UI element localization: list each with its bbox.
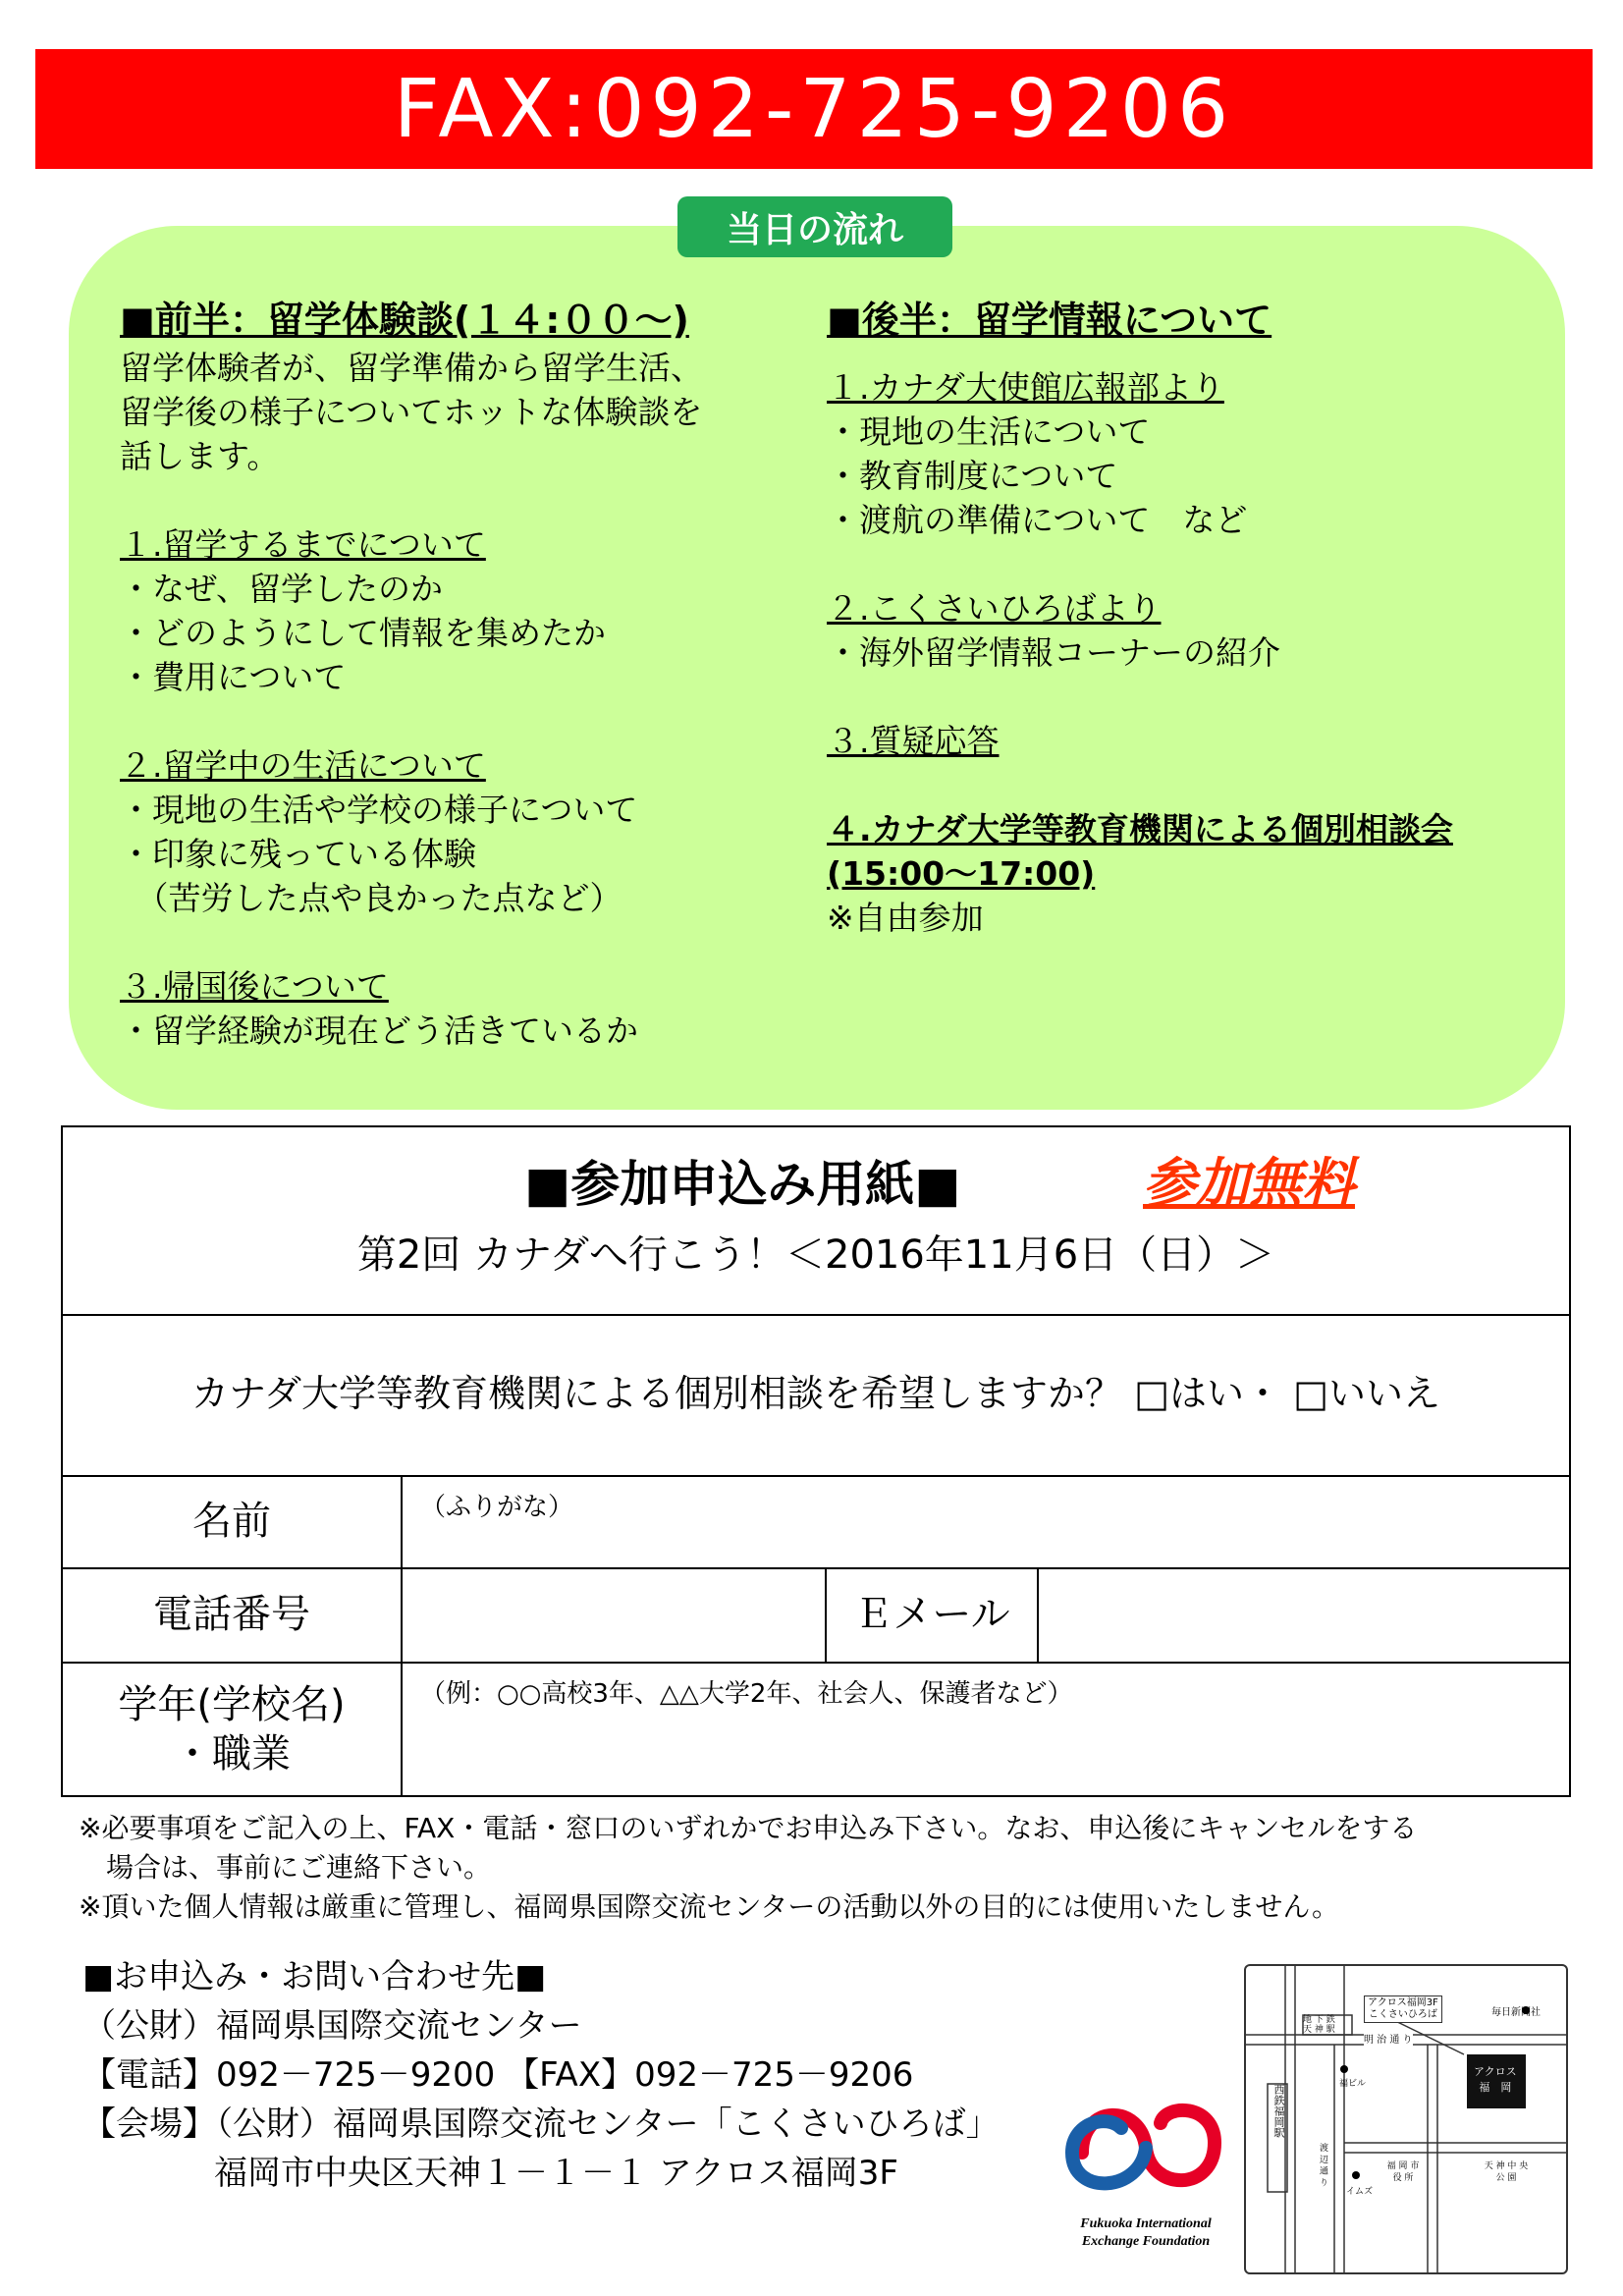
logo-text: Exchange Foundation	[1081, 2234, 1211, 2249]
intro-line: 留学後の様子についてホットな体験談を	[120, 393, 703, 431]
section-title: ４.カナダ大学等教育機関による個別相談会	[827, 810, 1453, 848]
map-label: 天 神 中 央 公 園	[1484, 2161, 1529, 2183]
contact-phone-fax: 【電話】092－725－9200 【FAX】092－725－9206	[82, 2055, 914, 2095]
map-label: 渡 辺 通 り	[1318, 2143, 1327, 2187]
map-label: イムズ	[1346, 2187, 1374, 2197]
list-item: ・印象に残っている体験	[120, 835, 476, 873]
phone-field[interactable]	[403, 1569, 823, 1660]
free-admission-label: 参加無料	[1143, 1152, 1355, 1214]
map-label: こくさいひろば	[1368, 2009, 1437, 2020]
section-title: ２.こくさいひろばより	[827, 589, 1162, 628]
section-title: １.留学するまでについて	[120, 525, 486, 564]
list-item: （苦労した点や良かった点など）	[120, 879, 622, 917]
grade-example: （例：○○高校3年、△△大学2年、社会人、保護者など）	[420, 1679, 1073, 1709]
grade-label-line: ・職業	[173, 1731, 291, 1777]
grade-label-line: 学年(学校名)	[118, 1682, 346, 1727]
note-line: 場合は、事前にご連絡下さい。	[79, 1851, 492, 1884]
intro-line: 話します。	[120, 437, 280, 475]
list-item: ・渡航の準備について など	[827, 501, 1248, 539]
application-form	[61, 1125, 1571, 1797]
map-label: 西鉄福岡駅	[1272, 2084, 1285, 2138]
note-line: ※必要事項をご記入の上、FAX・電話・窓口のいずれかでお申込み下さい。なお、申込後にキャンセルをする	[79, 1812, 1418, 1844]
list-item: ・教育制度について	[827, 457, 1118, 495]
furigana-note: （ふりがな）	[420, 1493, 574, 1522]
map-label: 毎日新聞社	[1491, 2007, 1541, 2018]
email-label: Ｅメール	[853, 1592, 1010, 1637]
section-title: ３.帰国後について	[120, 967, 389, 1006]
list-item: ・海外留学情報コーナーの紹介	[827, 633, 1280, 672]
contact-block	[82, 1952, 1000, 2198]
map-label	[1474, 2064, 1517, 2096]
contact-org: （公財）福岡県国際交流センター	[82, 2006, 582, 2046]
section-title: ３.質疑応答	[827, 722, 1000, 760]
note-line: ※頂いた個人情報は厳重に管理し、福岡県国際交流センターの活動以外の目的には使用いたしません。	[79, 1890, 1340, 1923]
email-field[interactable]	[1039, 1569, 1567, 1660]
map-label: 福 岡	[1479, 2081, 1512, 2094]
list-item: ・現地の生活や学校の様子について	[120, 791, 638, 829]
grade-field[interactable]	[403, 1664, 1567, 1793]
contact-heading: ■お申込み・お問い合わせ先■	[82, 1957, 547, 1996]
map-label: アクロス	[1474, 2065, 1517, 2078]
list-item: ※自由参加	[827, 899, 984, 937]
name-label: 名前	[192, 1499, 271, 1544]
second-half-heading: ■後半：留学情報について	[827, 299, 1272, 342]
list-item: ・現地の生活について	[827, 412, 1151, 451]
map-label: 地 下 鉄	[1303, 2015, 1335, 2025]
foundation-logo	[1053, 2084, 1239, 2261]
intro-line: 留学体験者が、留学準備から留学生活、	[120, 349, 703, 387]
map-label: 明 治 通 り	[1364, 2031, 1413, 2046]
fax-number-banner: FAX:092-725-9206	[35, 49, 1593, 169]
map-label	[1303, 2015, 1335, 2035]
name-field[interactable]	[403, 1477, 1567, 1565]
section-time: (15:00～17:00)	[827, 854, 1096, 893]
event-title: 第2回 カナダへ行こう！＜2016年11月6日（日）＞	[356, 1232, 1275, 1278]
map-label: アクロス福岡3F	[1368, 1997, 1438, 2008]
contact-address: 福岡市中央区天神１－１－１ アクロス福岡3F	[214, 2154, 898, 2193]
section-title: １.カナダ大使館広報部より	[827, 368, 1224, 407]
map-label: 福 岡 市 役 所	[1386, 2161, 1420, 2183]
map-label: 天 神 駅	[1303, 2025, 1335, 2035]
list-item: ・どのようにして情報を集めたか	[120, 614, 606, 652]
grade-label	[63, 1666, 401, 1793]
list-item: ・留学経験が現在どう活きているか	[120, 1011, 638, 1050]
map-callout	[1364, 1995, 1442, 2023]
schedule-badge: 当日の流れ	[677, 196, 952, 257]
contact-venue: 【会場】（公財）福岡県国際交流センター「こくさいひろば」	[82, 2105, 1000, 2144]
list-item: ・なぜ、留学したのか	[120, 570, 444, 608]
second-half-column	[827, 295, 1553, 940]
first-half-heading: ■前半：留学体験談(１４:００～)	[120, 299, 689, 342]
list-item: ・費用について	[120, 658, 347, 696]
logo-text: Fukuoka International	[1080, 2216, 1212, 2231]
section-title: ２.留学中の生活について	[120, 746, 486, 785]
form-title: ■参加申込み用紙■	[524, 1156, 961, 1213]
venue-map	[1244, 1964, 1568, 2274]
map-label: 福ビル	[1339, 2079, 1367, 2089]
phone-label: 電話番号	[153, 1592, 310, 1637]
notes	[79, 1809, 1417, 1927]
first-half-column	[120, 295, 807, 1053]
infinity-logo-icon	[1053, 2084, 1239, 2212]
consultation-question[interactable]: カナダ大学等教育機関による個別相談を希望しますか？ □はい・ □いいえ	[190, 1372, 1441, 1415]
